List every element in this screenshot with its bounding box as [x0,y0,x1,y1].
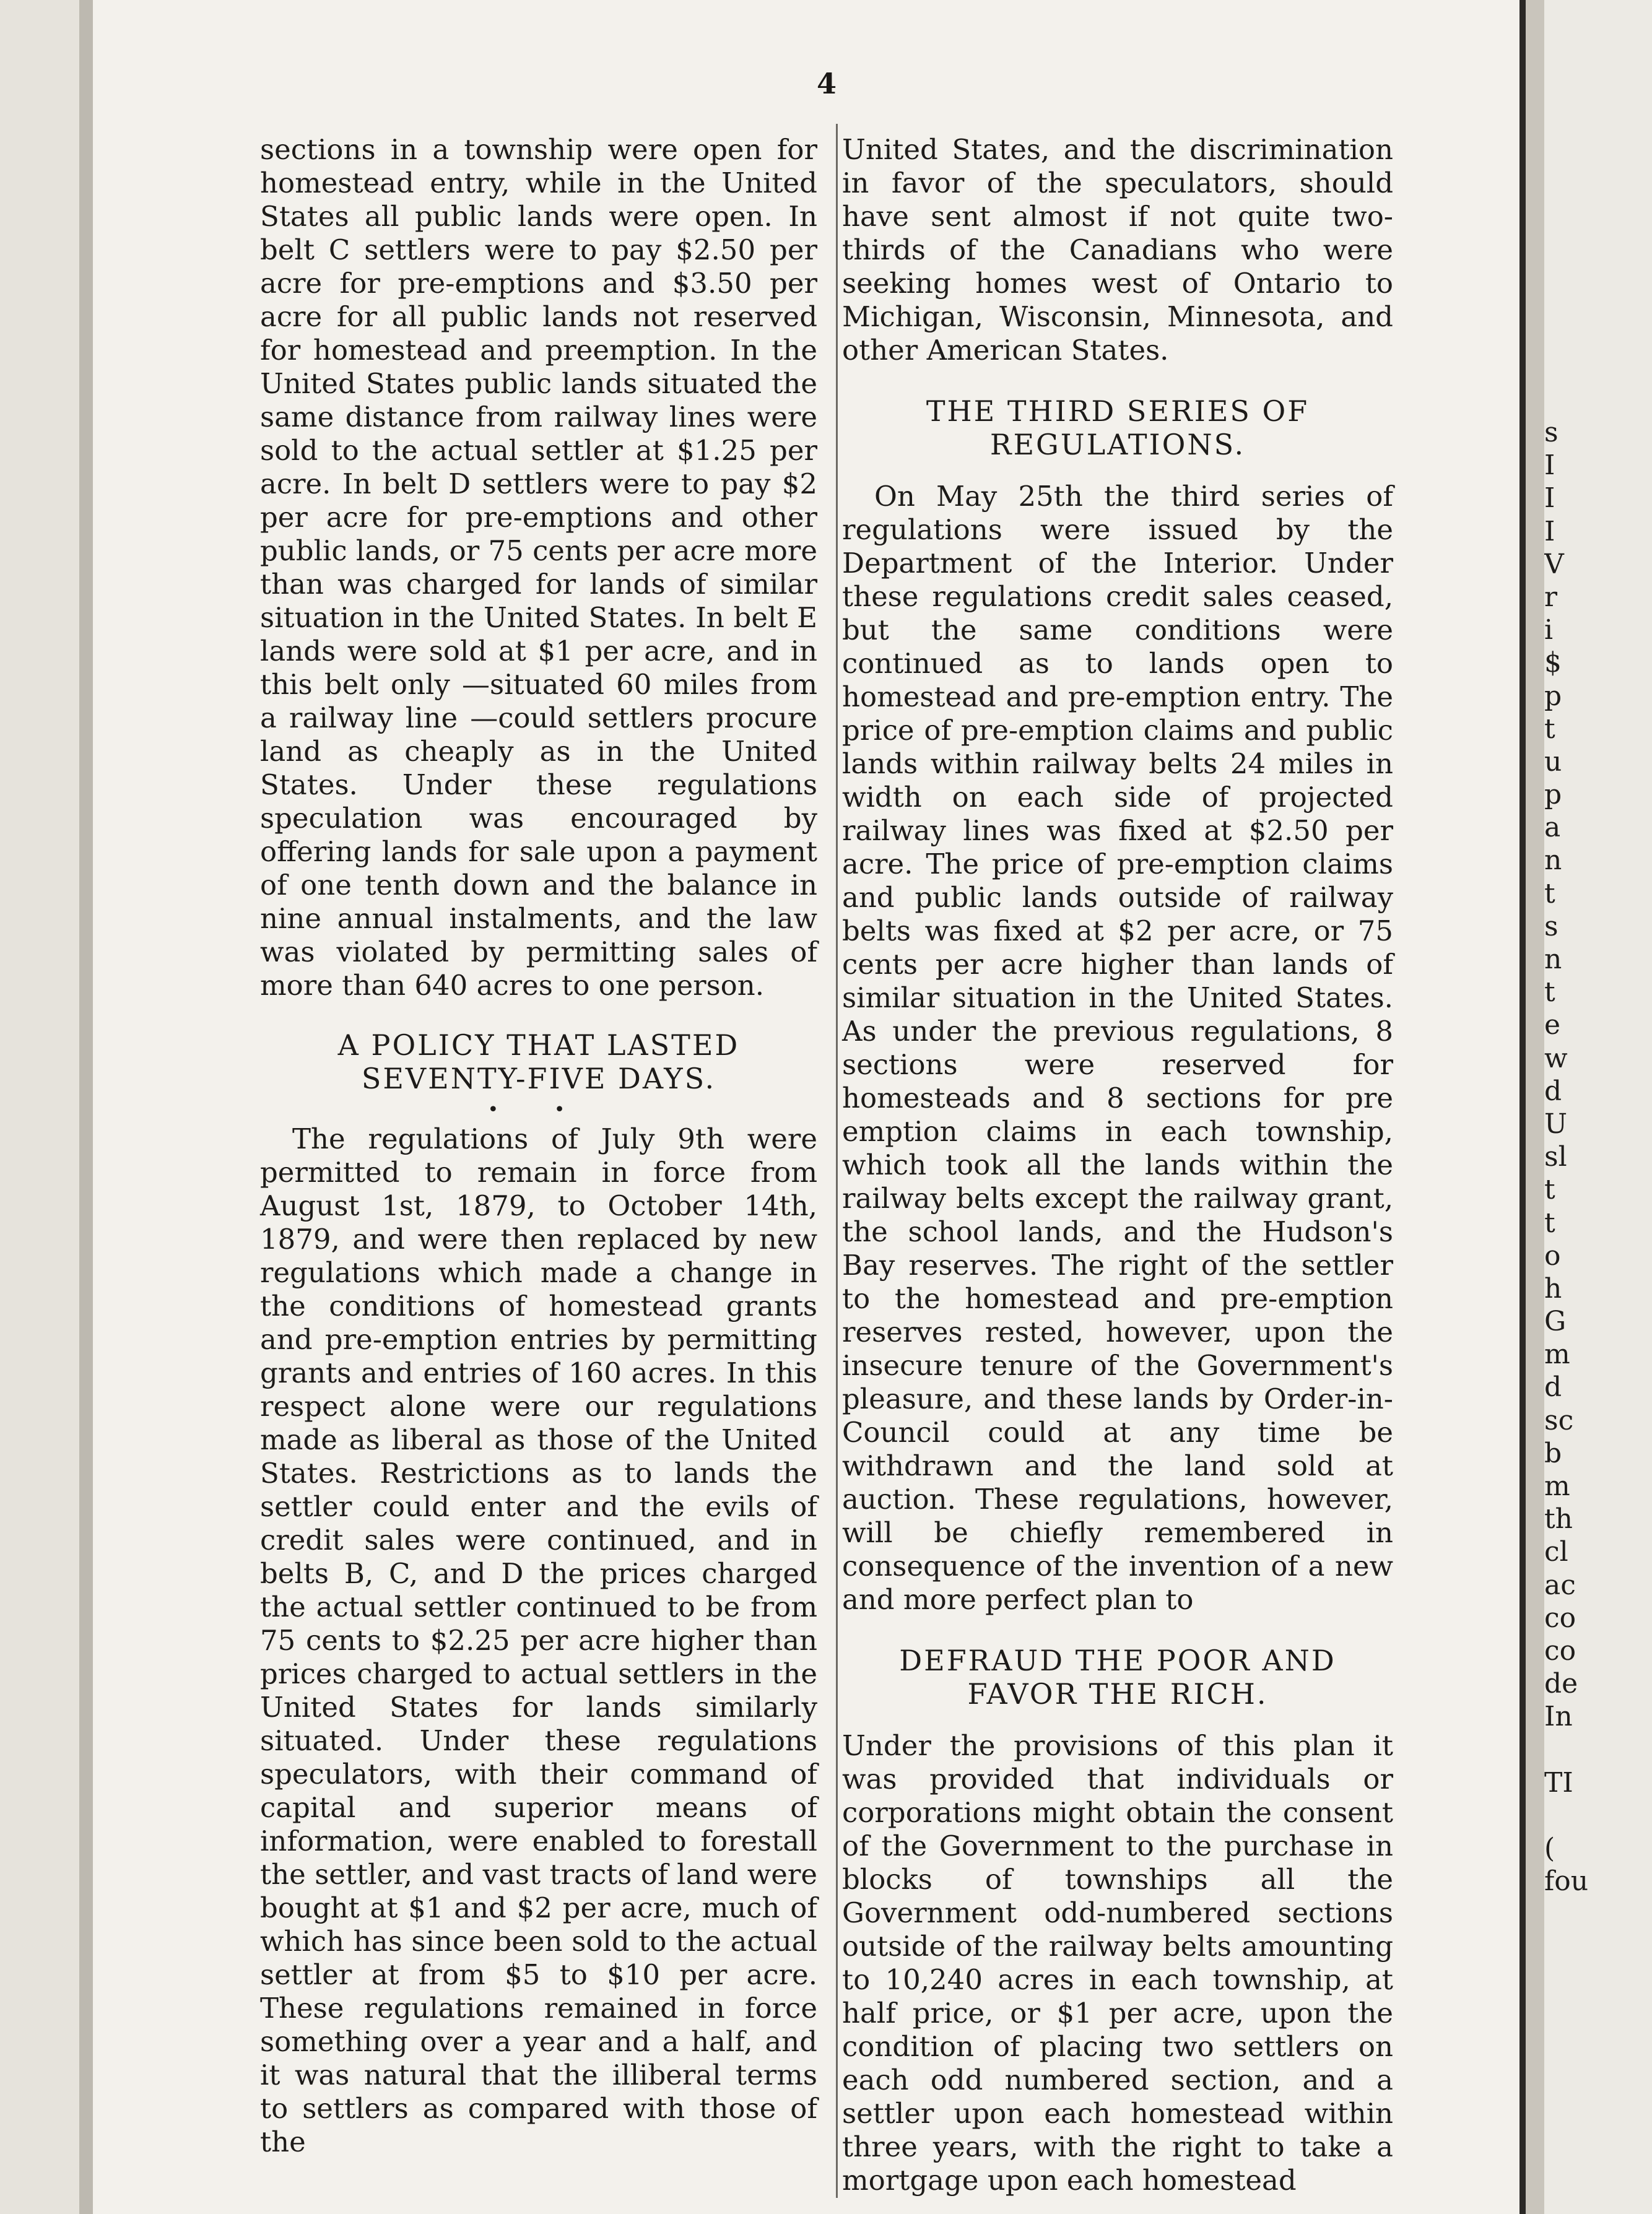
right-column [842,133,1393,2197]
adjacent-page-fragment: t [1544,1174,1555,1206]
page-fold [1519,0,1526,2214]
adjacent-page-fragment: In [1544,1701,1573,1733]
adjacent-page-fragment: U [1544,1108,1568,1140]
adjacent-page-fragment: s [1544,417,1559,448]
section-heading-third-series: THE THIRD SERIES OF REGULATIONS. [926,394,1310,461]
adjacent-page-fragment: V [1544,548,1564,580]
ornament-dots: • • [487,1099,590,1121]
adjacent-page-fragment: n [1544,944,1562,975]
adjacent-page-fragment: n [1544,844,1562,877]
adjacent-page-fragment [1544,1734,1652,1766]
adjacent-page-fragment: p [1544,680,1562,712]
adjacent-page-fragment: ( [1544,1833,1555,1865]
adjacent-page-fragment: ac [1544,1569,1576,1601]
adjacent-page-text [1544,0,1652,2214]
adjacent-page-fragment: d [1544,1371,1562,1404]
right-paragraph-2: On May 25th the third series of regulations were issued by the Department of the Interior. Under these regulations credit sales ceased, but the same conditions were continued as to lands open to homestead and pre-emption entry. The price of pre-emption claims and public lands within railway belts 24 miles in width on each side of projected railway lines was fixed at $2.50 per acre. The price of pre-emption claims and public lands outside of railway belts was fixed at $2 per acre, or 75 cents per acre higher than lands of similar situation in the United States. As under the previous regulations, 8 sections were reserved for homesteads and 8 sections for pre emption claims in each township, which took all the lands within the railway belts except the railway grant, the school lands, and the Hudson's Bay reserves. The right of the settler to the homestead and pre-emption reserves rested, however, upon the insecure tenure of the Government's pleasure, and these lands by Order-in-Council could at any time be withdrawn and the land sold at auction. These regulations, however, will be chiefly remembered in consequence of the invention of a new and more perfect plan to [842,480,1393,1616]
adjacent-page-fragment: I [1544,449,1555,482]
adjacent-page-fragment: I [1544,515,1555,547]
adjacent-page-fragment: d [1544,1075,1562,1107]
adjacent-page-fragment: p [1544,779,1562,811]
adjacent-page-fragment: a [1544,812,1561,844]
adjacent-page-fragment: G [1544,1306,1567,1338]
adjacent-page-fragment: i [1544,614,1554,646]
adjacent-page-fragment: u [1544,745,1562,778]
adjacent-page-fragment: co [1544,1602,1576,1634]
section-heading-defraud: DEFRAUD THE POOR AND FAVOR THE RICH. [899,1644,1336,1711]
left-page-edge [0,0,93,2214]
adjacent-page-fragment: s [1544,910,1559,942]
adjacent-page-fragment: r [1544,581,1558,613]
adjacent-page-fragment: o [1544,1239,1561,1272]
adjacent-page-fragment: t [1544,976,1555,1009]
left-column [260,133,817,2159]
right-paragraph-1: United States, and the discrimination in favor of the speculators, should have sent almost if not quite two-thirds of the Canadians who were seeking homes west of Ontario to Michigan, Wisconsin, Minnesota, and other American States. [842,133,1393,367]
adjacent-page-fragment: t [1544,713,1555,745]
adjacent-page-fragment: th [1544,1503,1573,1535]
adjacent-page-fragment: e [1544,1009,1561,1041]
adjacent-page-fragment: w [1544,1042,1568,1074]
adjacent-page-fragment: m [1544,1339,1570,1371]
right-paragraph-3: Under the provisions of this plan it was provided that individuals or corporations might obtain the consent of the Government to the purchase in blocks of townships all the Government odd-numbered sections outside of the railway belts amounting to 10,240 acres in each township, at half price, or $1 per acre, upon the condition of placing two settlers on each odd numbered section, and a settler upon each homestead within three years, with the right to take a mortgage upon each homestead [842,1729,1393,2197]
adjacent-page-fragment: TI [1544,1766,1573,1799]
adjacent-page-fragment: b [1544,1437,1562,1469]
adjacent-page-fragment: fou [1544,1865,1589,1898]
adjacent-page-fragment: I [1544,482,1555,514]
adjacent-page-fragment: t [1544,877,1555,909]
adjacent-page-fragment: sc [1544,1404,1574,1436]
adjacent-page-fragment: t [1544,1207,1555,1239]
adjacent-page-fragment: m [1544,1470,1570,1502]
adjacent-page-fragment [1544,1799,1652,1832]
column-divider [836,124,838,2198]
page-number: 4 [816,67,837,100]
adjacent-page-fragment: cl [1544,1536,1568,1568]
left-paragraph-2: The regulations of July 9th were permitted to remain in force from August 1st, 1879, to October 14th, 1879, and were then replaced by new regulations which made a change in the conditions of homestead grants and pre-emption entries by permitting grants and entries of 160 acres. In this respect alone were our regulations made as liberal as those of the United States. Restrictions as to lands the settler could enter and the evils of credit sales were continued, and in belts B, C, and D the prices charged the actual settler continued to be from 75 cents to $2.25 per acre higher than prices charged to actual settlers in the United States for lands similarly situated. Under these regulations speculators, with their command of capital and superior means of information, were enabled to forestall the settler, and vast tracts of land were bought at $1 and $2 per acre, much of which has since been sold to the actual settler at from $5 to $10 per acre. These regulations remained in force something over a year and a half, and it was natural that the illiberal terms to settlers as compared with those of the [260,1122,817,2158]
left-paragraph-1: sections in a township were open for homestead entry, while in the United States all public lands were open. In belt C settlers were to pay $2.50 per acre for pre-emptions and $3.50 per acre for all public lands not reserved for homestead and preemption. In the United States public lands situated the same distance from railway lines were sold to the actual settler at $1.25 per acre. In belt D settlers were to pay $2 per acre for pre-emptions and other public lands, or 75 cents per acre more than was charged for lands of similar situation in the United States. In belt E lands were sold at $1 per acre, and in this belt only —situated 60 miles from a railway line —could settlers procure land as cheaply as in the United States. Under these regulations speculation was encouraged by offering lands for sale upon a payment of one tenth down and the balance in nine annual instalments, and the law was violated by permitting sales of more than 640 acres to one person. [260,133,817,1002]
adjacent-page-fragment: co [1544,1634,1576,1667]
adjacent-page-fragment: de [1544,1668,1578,1700]
adjacent-page-fragment: h [1544,1272,1562,1305]
adjacent-page-fragment: $ [1544,647,1562,679]
section-heading-policy: A POLICY THAT LASTED SEVENTY-FIVE DAYS. [337,1028,740,1095]
adjacent-page-fragment: sl [1544,1141,1567,1173]
